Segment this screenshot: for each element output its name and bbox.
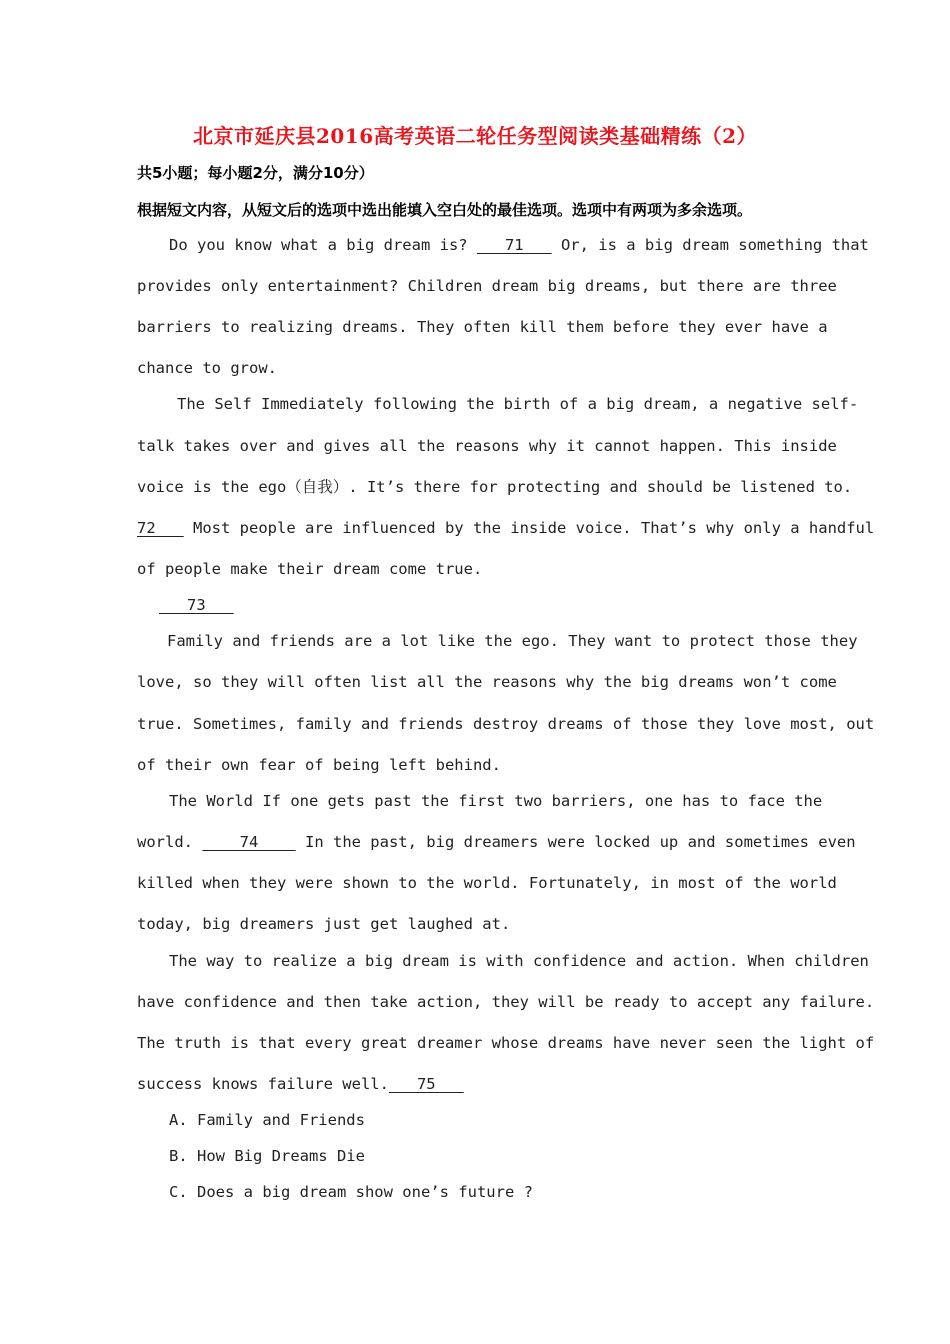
document-title: 北京市延庆县2016高考英语二轮任务型阅读类基础精练（2）: [192, 124, 758, 148]
score-note: 共5小题；每小题2分，满分10分）: [137, 164, 374, 182]
passage-text: Most people are influenced by the inside voice. That’s why only a handful: [183, 519, 875, 537]
passage-line: [137, 517, 875, 539]
passage-line: The Self Immediately following the birth of a big dream, a negative self-: [177, 395, 859, 413]
passage-line: voice is the ego（自我）. It’s there for protecting and should be listened to.: [137, 478, 853, 496]
passage-line: The truth is that every great dreamer whose dreams have never seen the light of: [137, 1034, 875, 1052]
passage-line: [159, 594, 279, 616]
passage-line: love, so they will often list all the reasons why the big dreams won’t come: [137, 673, 837, 691]
blank-73: 73: [159, 596, 234, 614]
option-a: A. Family and Friends: [169, 1111, 365, 1129]
blank-71: 71: [476, 236, 552, 254]
passage-text: In the past, big dreamers were locked up and sometimes even: [295, 833, 856, 851]
passage-line: chance to grow.: [137, 359, 277, 377]
passage-line: true. Sometimes, family and friends destroy dreams of those they love most, out: [137, 715, 875, 733]
passage-line: [137, 1073, 813, 1095]
blank-72: 72: [137, 519, 184, 537]
instruction-text: 根据短文内容，从短文后的选项中选出能填入空白处的最佳选项。选项中有两项为多余选项。: [137, 201, 753, 219]
passage-line: Family and friends are a lot like the ego. They want to protect those they: [167, 632, 858, 650]
passage-line: The World If one gets past the first two barriers, one has to face the: [169, 792, 823, 810]
option-b: B. How Big Dreams Die: [169, 1147, 365, 1165]
blank-75: 75: [388, 1075, 464, 1093]
passage-line: have confidence and then take action, they will be ready to accept any failure.: [137, 993, 875, 1011]
passage-line: killed when they were shown to the world. Fortunately, in most of the world: [137, 874, 837, 892]
passage-line: [137, 831, 856, 853]
blank-74: 74: [202, 833, 296, 851]
passage-line: [169, 234, 869, 256]
passage-line: talk takes over and gives all the reasons why it cannot happen. This inside: [137, 437, 837, 455]
passage-line: The way to realize a big dream is with confidence and action. When children: [169, 952, 869, 970]
passage-line: barriers to realizing dreams. They often kill them before they ever have a: [137, 318, 828, 336]
passage-line: provides only entertainment? Children dream big dreams, but there are three: [137, 277, 837, 295]
passage-text: Or, is a big dream something that: [551, 236, 869, 254]
option-c: C. Does a big dream show one’s future ?: [169, 1183, 533, 1201]
passage-text: Do you know what a big dream is?: [169, 236, 477, 254]
passage-line: of their own fear of being left behind.: [137, 756, 501, 774]
passage-line: of people make their dream come true.: [137, 560, 483, 578]
passage-text: world.: [137, 833, 203, 851]
passage-line: today, big dreamers just get laughed at.: [137, 915, 511, 933]
passage-text: success knows failure well.: [137, 1075, 389, 1093]
